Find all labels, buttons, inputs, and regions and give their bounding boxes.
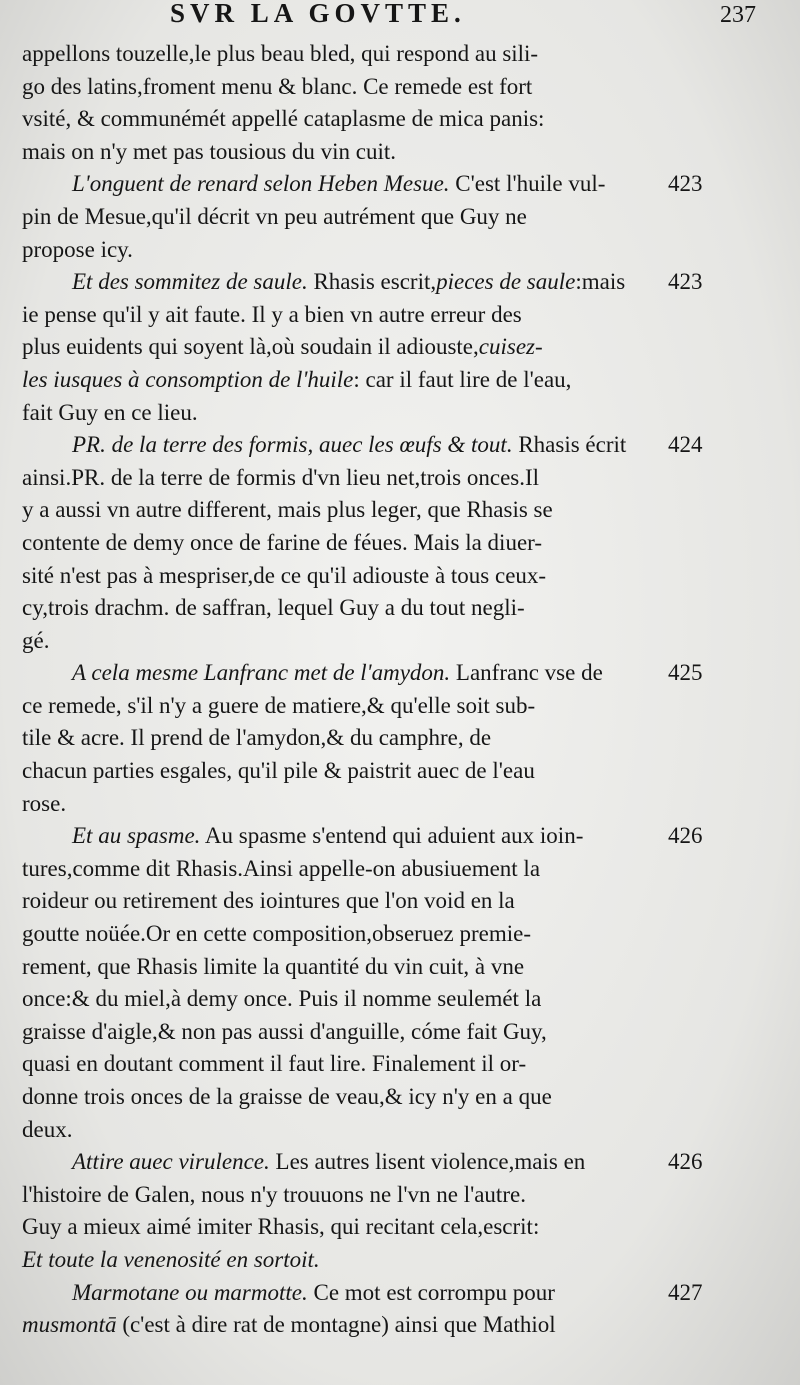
text-line	[22, 918, 742, 951]
text-run: rose.	[22, 790, 67, 816]
text-line	[22, 885, 742, 918]
italic-lemma: les iusques à consomption de l'huile	[22, 366, 354, 392]
text-run: deux.	[22, 1116, 73, 1142]
text-run: quasi en doutant comment il faut lire. Finalement il or-	[22, 1051, 527, 1077]
text-run: vsité, & communémét appellé cataplasme de mica panis:	[22, 106, 545, 132]
text-run: ie pense qu'il y ait faute. Il y a bien vn autre erreur des	[22, 301, 522, 327]
margin-note-number: 427	[668, 1279, 703, 1305]
text-run: once:& du miel,à demy once. Puis il nomme seulemét la	[22, 986, 542, 1012]
text-line	[22, 1211, 742, 1244]
text-run: gé.	[22, 627, 50, 653]
text-run: donne trois onces de la graisse de veau,& icy n'y en a que	[22, 1084, 552, 1109]
text-run: plus euidents qui soyent là,où soudain il adiouste,	[22, 334, 479, 360]
text-line	[22, 1016, 742, 1049]
text-line	[22, 1048, 742, 1081]
text-line	[22, 560, 742, 593]
body-text	[22, 38, 742, 1342]
text-line	[22, 592, 742, 625]
text-run: Rhasis écrit	[512, 432, 627, 458]
text-line	[22, 103, 742, 136]
text-run: sité n'est pas à mespriser,de ce qu'il adiouste à tous ceux-	[22, 562, 547, 588]
text-run: Rhasis escrit,	[307, 269, 437, 295]
text-run: goutte noüée.Or en cette composition,obseruez premie-	[22, 921, 532, 947]
text-line	[22, 266, 742, 299]
text-run: fait Guy en ce lieu.	[22, 399, 198, 425]
text-run: Ce mot est corrompu pour	[307, 1279, 555, 1305]
text-run: cy,trois drachm. de saffran, lequel Guy a du tout negli-	[22, 595, 525, 621]
text-line	[22, 364, 742, 397]
running-head	[0, 0, 800, 30]
text-run: graisse d'aigle,& non pas aussi d'anguille, cóme fait Guy,	[22, 1018, 547, 1044]
text-run: Guy a mieux aimé imiter Rhasis, qui recitant cela,escrit:	[22, 1214, 540, 1240]
text-run: C'est l'huile vul-	[449, 171, 606, 197]
text-line	[22, 755, 742, 788]
text-run: :mais	[575, 269, 626, 295]
text-run: ainsi.PR. de la terre de formis d'vn lieu net,trois onces.Il	[22, 464, 540, 490]
text-run: contente de demy once de farine de féues. Mais la diuer-	[22, 529, 543, 555]
text-run: pin de Mesue,qu'il décrit vn peu autrément que Guy ne	[22, 203, 527, 229]
italic-lemma: PR. de la terre des formis, auec les œufs & tout.	[72, 432, 513, 458]
text-line	[22, 722, 742, 755]
text-line	[22, 299, 742, 332]
text-line	[22, 983, 742, 1016]
margin-note-number: 424	[668, 432, 703, 458]
margin-note-number: 423	[668, 269, 703, 295]
text-line	[22, 690, 742, 723]
text-run: rement, que Rhasis limite la quantité du vin cuit, à vne	[22, 953, 525, 979]
italic-lemma: musmontā	[22, 1312, 117, 1338]
text-line	[22, 1114, 742, 1147]
text-run: (c'est à dire rat de montagne) ainsi que Mathiol	[116, 1312, 556, 1338]
text-run: mais on n'y met pas tousious du vin cuit.	[22, 138, 397, 164]
text-run: ce remede, s'il n'y a guere de matiere,& qu'elle soit sub-	[22, 692, 536, 718]
text-line	[22, 168, 742, 201]
text-run: roideur ou retirement des iointures que l'on void en la	[22, 888, 515, 914]
italic-lemma: Marmotane ou marmotte.	[72, 1279, 308, 1305]
text-line	[22, 820, 742, 853]
running-title: SVR LA GOVTTE.	[170, 0, 466, 28]
text-line	[22, 1146, 742, 1179]
text-line	[22, 853, 742, 886]
text-line	[22, 397, 742, 430]
margin-note-number: 426	[668, 1149, 703, 1175]
text-line	[22, 38, 742, 71]
text-run: Les autres lisent violence,mais en	[269, 1149, 586, 1175]
italic-lemma: L'onguent de renard selon Heben Mesue.	[72, 171, 450, 197]
text-run: chacun parties esgales, qu'il pile & paistrit auec de l'eau	[22, 758, 535, 784]
page-number: 237	[720, 2, 756, 28]
italic-lemma: pieces de saule	[436, 269, 576, 295]
margin-note-number: 426	[668, 823, 703, 849]
margin-note-number: 423	[668, 171, 703, 197]
text-run: propose icy.	[22, 236, 133, 262]
text-line	[22, 527, 742, 560]
text-line	[22, 201, 742, 234]
text-line	[22, 1244, 742, 1277]
text-line	[22, 788, 742, 821]
text-line	[22, 331, 742, 364]
italic-lemma: A cela mesme Lanfranc met de l'amydon.	[72, 660, 451, 686]
text-line	[22, 1179, 742, 1212]
text-line	[22, 1277, 742, 1310]
text-run: : car il faut lire de l'eau,	[353, 366, 572, 392]
italic-lemma: cuisez-	[478, 334, 543, 360]
text-line	[22, 494, 742, 527]
text-run: l'histoire de Galen, nous n'y trouuons ne l'vn ne l'autre.	[22, 1181, 526, 1207]
text-line	[22, 951, 742, 984]
text-line	[22, 234, 742, 267]
text-line	[22, 136, 742, 169]
italic-lemma: Et au spasme.	[72, 823, 201, 849]
text-line	[22, 1309, 742, 1342]
text-run: tile & acre. Il prend de l'amydon,& du camphre, de	[22, 725, 492, 751]
text-line	[22, 657, 742, 690]
italic-lemma: Et toute la venenosité en sortoit.	[22, 1246, 320, 1272]
italic-lemma: Attire auec virulence.	[72, 1149, 270, 1175]
italic-lemma: Et des sommitez de saule.	[72, 269, 308, 295]
text-run: go des latins,froment menu & blanc. Ce remede est fort	[22, 73, 533, 99]
text-line	[22, 1081, 742, 1114]
text-run: Lanfranc vse de	[450, 660, 603, 686]
text-line	[22, 462, 742, 495]
text-line	[22, 429, 742, 462]
text-line	[22, 625, 742, 658]
text-run: y a aussi vn autre different, mais plus leger, que Rhasis se	[22, 497, 553, 523]
margin-note-number: 425	[668, 660, 703, 686]
text-line	[22, 71, 742, 104]
text-run: tures,comme dit Rhasis.Ainsi appelle-on abusiuement la	[22, 855, 541, 881]
text-run: Au spasme s'entend qui aduient aux ioin-	[200, 823, 584, 849]
text-run: appellons touzelle,le plus beau bled, qui respond au sili-	[22, 41, 539, 66]
